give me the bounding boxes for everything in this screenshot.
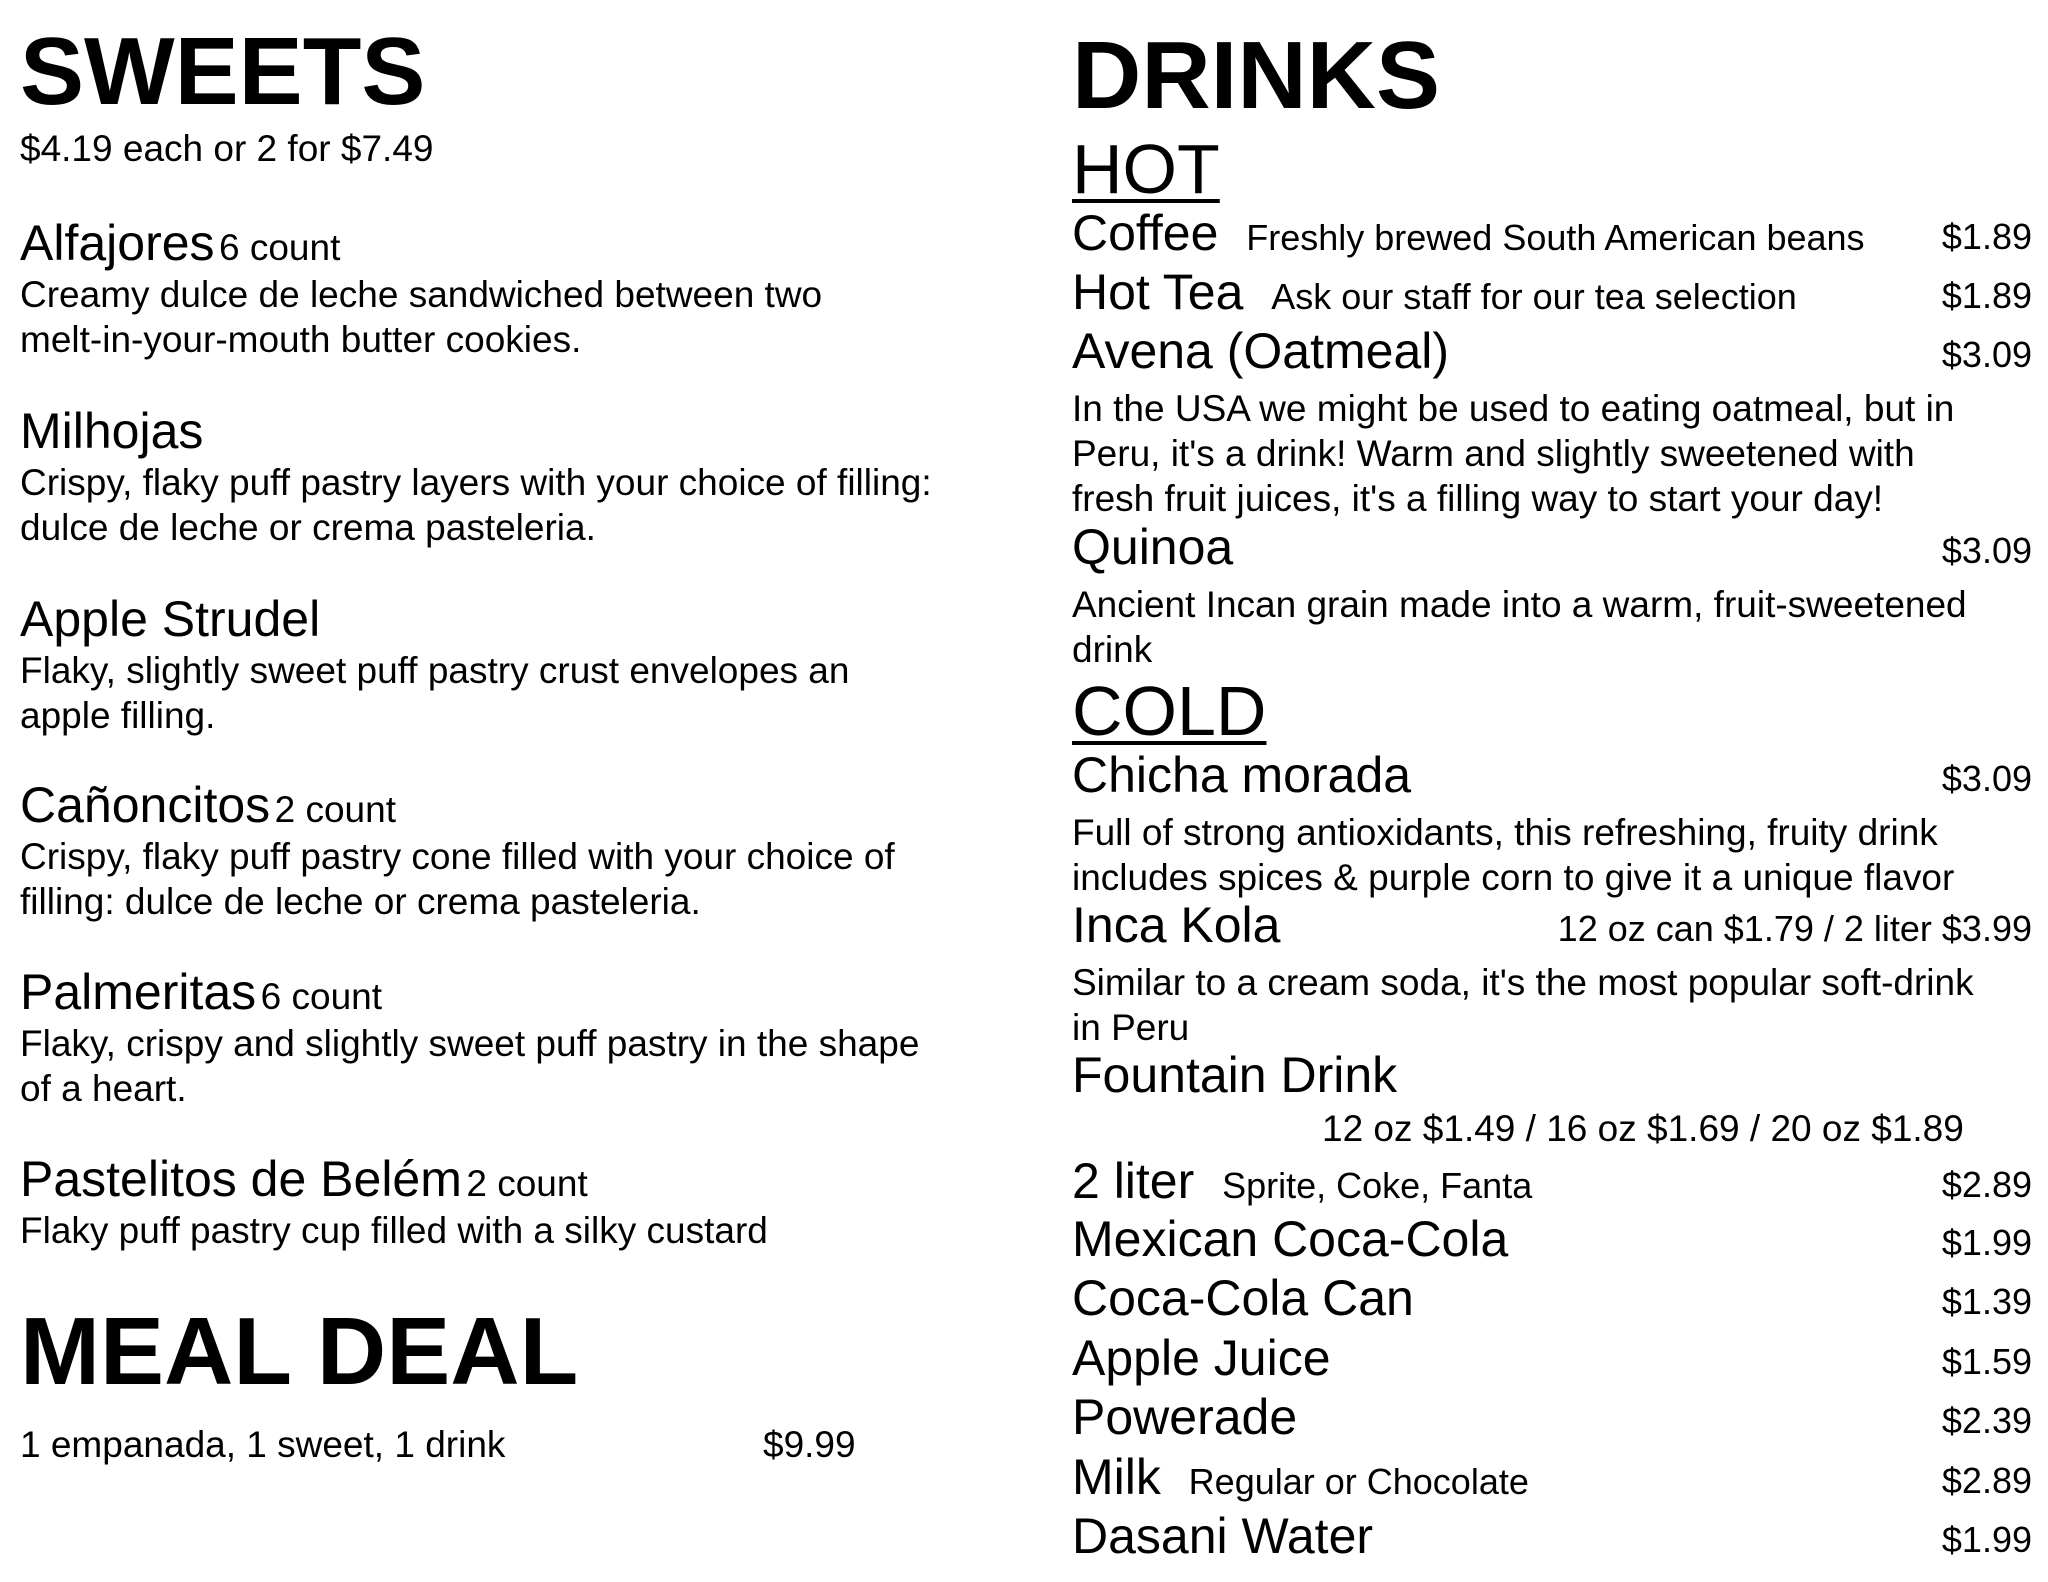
meal-deal-price: $9.99 — [763, 1424, 856, 1465]
sweet-item-name: Pastelitos de Belém — [20, 1151, 462, 1207]
drink-name: Dasani Water — [1072, 1508, 1374, 1564]
drink-name: Powerade — [1072, 1389, 1298, 1445]
drinks-section — [1072, 0, 2032, 1582]
sweet-item-palmeritas — [20, 964, 383, 1020]
drink-price: 12 oz can $1.79 / 2 liter $3.99 — [1557, 908, 2032, 949]
sweet-item-name: Apple Strudel — [20, 591, 321, 647]
drink-row-fountain — [1072, 1047, 2032, 1106]
drink-row-quinoa — [1072, 519, 2032, 578]
drink-name: Coffee Freshly brewed South American beans — [1072, 205, 1865, 261]
drink-desc-line: includes spices & purple corn to give it a unique flavor — [1072, 857, 1955, 898]
drink-row-milk — [1072, 1449, 2032, 1508]
drink-note: Regular or Chocolate — [1188, 1461, 1529, 1502]
drink-row-2-liter — [1072, 1153, 2032, 1212]
sweet-item-desc-line: Creamy dulce de leche sandwiched between two — [20, 274, 823, 315]
drink-note: Freshly brewed South American beans — [1246, 217, 1865, 258]
sweet-item-desc-line: apple filling. — [20, 695, 216, 736]
drink-row-coffee — [1072, 205, 2032, 264]
drink-name: Hot Tea Ask our staff for our tea selection — [1072, 264, 1797, 320]
sweet-item-count: 2 count — [466, 1163, 588, 1204]
drink-row-dasani-water — [1072, 1508, 2032, 1567]
drink-price: $3.09 — [1941, 334, 2032, 375]
sweet-item-name: Palmeritas — [20, 964, 257, 1020]
drink-price: $2.89 — [1941, 1164, 2032, 1205]
drink-desc-line: Peru, it's a drink! Warm and slightly sweetened with — [1072, 433, 1915, 474]
drink-row-chicha-morada — [1072, 747, 2032, 806]
drink-price: $1.99 — [1941, 1222, 2032, 1263]
drink-desc-line: Ancient Incan grain made into a warm, fruit-sweetened — [1072, 584, 1967, 625]
drink-name: Chicha morada — [1072, 747, 1412, 803]
drink-price: $3.09 — [1941, 530, 2032, 571]
drink-row-hot-tea — [1072, 264, 2032, 323]
sweet-item-name: Alfajores — [20, 215, 215, 271]
meal-deal-title: MEAL DEAL — [20, 1298, 579, 1405]
hot-subtitle: HOT — [1072, 130, 1220, 208]
drink-row-coca-cola-can — [1072, 1270, 2032, 1329]
drink-desc-line: drink — [1072, 629, 1153, 670]
drink-name: Quinoa — [1072, 519, 1234, 575]
sweet-item-milhojas — [20, 403, 204, 459]
drink-desc-line: In the USA we might be used to eating oatmeal, but in — [1072, 388, 1955, 429]
drink-row-inca-kola — [1072, 897, 2032, 956]
drink-note: Ask our staff for our tea selection — [1271, 276, 1797, 317]
drink-name: Fountain Drink — [1072, 1047, 1398, 1103]
drink-desc-line: fresh fruit juices, it's a filling way to start your day! — [1072, 478, 1884, 519]
sweet-item-desc-line: of a heart. — [20, 1068, 187, 1109]
drink-name: Apple Juice — [1072, 1330, 1331, 1386]
drink-name: 2 liter Sprite, Coke, Fanta — [1072, 1153, 1533, 1209]
meal-deal-desc: 1 empanada, 1 sweet, 1 drink — [20, 1424, 506, 1465]
drink-price: $1.89 — [1941, 216, 2032, 257]
drink-row-avena — [1072, 323, 2032, 382]
drink-price: $2.89 — [1941, 1460, 2032, 1501]
drink-price: $1.59 — [1941, 1341, 2032, 1382]
sweet-item-apple-strudel — [20, 591, 321, 647]
sweet-item-count: 6 count — [260, 976, 383, 1017]
drink-name: Mexican Coca-Cola — [1072, 1211, 1509, 1267]
sweet-item-desc-line: dulce de leche or crema pasteleria. — [20, 507, 596, 548]
drink-name: Avena (Oatmeal) — [1072, 323, 1450, 379]
drink-desc-line: Similar to a cream soda, it's the most popular soft-drink — [1072, 962, 1974, 1003]
cold-subtitle: COLD — [1072, 672, 1267, 750]
sweet-item-desc-line: Flaky puff pastry cup filled with a silky custard — [20, 1210, 768, 1251]
drink-price: $1.89 — [1941, 275, 2032, 316]
sweets-pricing: $4.19 each or 2 for $7.49 — [20, 128, 434, 169]
sweet-item-desc-line: Flaky, slightly sweet puff pastry crust envelopes an — [20, 650, 850, 691]
drink-name: Coca-Cola Can — [1072, 1270, 1414, 1326]
drink-price: $3.09 — [1941, 758, 2032, 799]
drink-name: Inca Kola — [1072, 897, 1281, 953]
drink-desc-line: Full of strong antioxidants, this refreshing, fruity drink — [1072, 812, 1938, 853]
sweet-item-name: Cañoncitos — [20, 777, 271, 833]
fountain-sizes: 12 oz $1.49 / 16 oz $1.69 / 20 oz $1.89 — [1322, 1108, 1964, 1149]
drink-desc-line: in Peru — [1072, 1007, 1190, 1048]
drink-price: $1.39 — [1941, 1281, 2032, 1322]
sweet-item-canoncitos — [20, 777, 396, 833]
drink-row-mexican-coca-cola — [1072, 1211, 2032, 1270]
drink-price: $2.39 — [1941, 1400, 2032, 1441]
drink-name: Milk Regular or Chocolate — [1072, 1449, 1529, 1505]
drink-row-apple-juice — [1072, 1330, 2032, 1389]
sweet-item-alfajores — [20, 215, 341, 271]
sweet-item-desc-line: melt-in-your-mouth butter cookies. — [20, 319, 582, 360]
sweet-item-desc-line: filling: dulce de leche or crema pasteleria. — [20, 881, 701, 922]
sweet-item-count: 6 count — [218, 227, 341, 268]
drink-row-powerade — [1072, 1389, 2032, 1448]
drinks-title: DRINKS — [1072, 22, 1441, 129]
sweet-item-count: 2 count — [274, 789, 396, 830]
drink-note: Sprite, Coke, Fanta — [1222, 1165, 1533, 1206]
sweets-title: SWEETS — [20, 18, 426, 125]
sweet-item-name: Milhojas — [20, 403, 204, 459]
drink-price: $1.99 — [1941, 1519, 2032, 1560]
sweet-item-desc-line: Crispy, flaky puff pastry cone filled with your choice of — [20, 836, 895, 877]
sweet-item-desc-line: Crispy, flaky puff pastry layers with your choice of filling: — [20, 462, 932, 503]
sweet-item-pastelitos — [20, 1151, 588, 1207]
sweet-item-desc-line: Flaky, crispy and slightly sweet puff pastry in the shape — [20, 1023, 920, 1064]
